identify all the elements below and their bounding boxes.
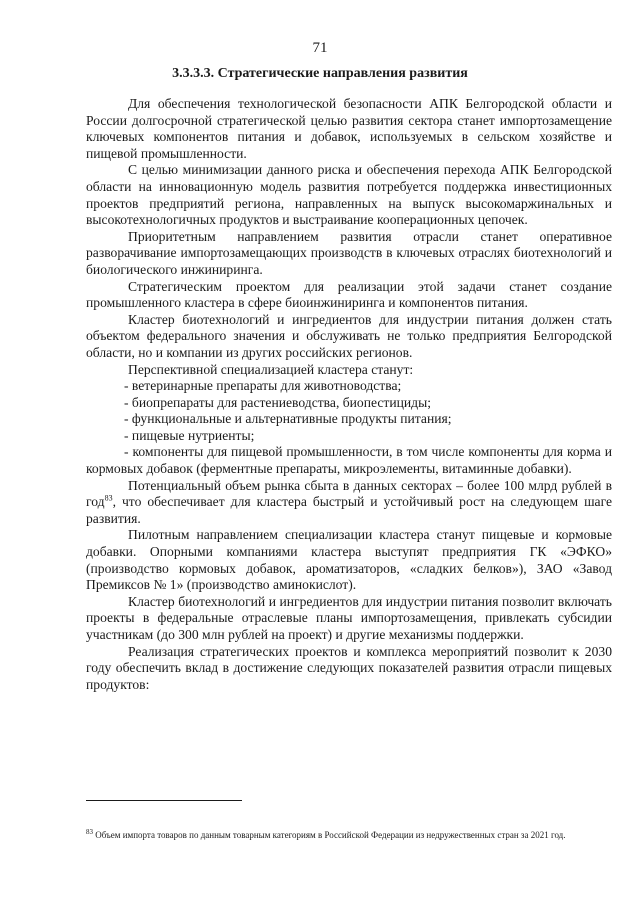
section-heading: 3.3.3.3. Стратегические направления развития [172, 66, 468, 81]
paragraph: Пилотным направлением специализации кластера станут пищевые и кормовые добавки. Опорными компаниями кластера выступят предприятия ГК «ЭФКО» (производство кормовых добавок, ароматизаторов, «сладких белков»), ЗАО «Завод Премиксов № 1» (производство аминокислот). [86, 527, 612, 593]
list-item: - ветеринарные препараты для животноводства; [124, 378, 402, 394]
paragraph: Кластер биотехнологий и ингредиентов для индустрии питания позволит включать проекты в федеральные отраслевые планы импортозамещения, привлекать субсидии участникам (до 300 млн рублей на проект) и другие механизмы поддержки. [86, 593, 612, 642]
market-paragraph [86, 478, 612, 528]
list-item: - функциональные и альтернативные продукты питания; [124, 411, 452, 427]
page-number: 71 [312, 40, 328, 56]
list-item: - компоненты для пищевой промышленности, в том числе компоненты для корма и кормовых добавок (ферментные препараты, микроэлементы, витаминные добавки). [86, 444, 612, 477]
paragraph: Реализация стратегических проектов и комплекса мероприятий позволит к 2030 году обеспечить вклад в достижение следующих показателей развития отрасли пищевых продуктов: [86, 643, 612, 692]
paragraph: Перспективной специализацией кластера станут: [128, 361, 414, 377]
footnote-number: 83 [86, 828, 93, 836]
list-item: - биопрепараты для растениеводства, биопестициды; [124, 394, 432, 410]
paragraph: Кластер биотехнологий и ингредиентов для индустрии питания должен стать объектом федерального значения и обслуживать не только предприятия Белгородской области, но и компании из других российских регионов. [86, 311, 612, 360]
footnote-reference: 83 [104, 493, 113, 503]
body-text [86, 96, 612, 693]
footnote-text: Объем импорта товаров по данным товарным категориям в Российской Федерации из недружественных стран за 2021 год. [95, 830, 566, 840]
paragraph: Для обеспечения технологической безопасности АПК Белгородской области и России долгосрочной стратегической целью развития сектора станет импортозамещение ключевых компонентов питания и добавок, используемых в сельском хозяйстве и пищевой промышленности. [86, 96, 612, 161]
footnote-divider [86, 800, 242, 801]
list-item: - пищевые нутриенты; [124, 427, 255, 443]
paragraph: Приоритетным направлением развития отрасли станет оперативное разворачивание импортозамещающих производств в ключевых отраслях биотехнологий и биологического инжиниринга. [86, 228, 612, 277]
paragraph: С целью минимизации данного риска и обеспечения перехода АПК Белгородской области на инновационную модель развития потребуется поддержка инвестиционных проектов предприятий региона, направленных на выпуск высокомаржинальных и высокотехнологичных продуктов и выстраивание кооперационных цепочек. [86, 162, 612, 228]
footnote [86, 829, 612, 842]
paragraph: Стратегическим проектом для реализации этой задачи станет создание промышленного кластера в сфере биоинжиниринга и компонентов питания. [86, 278, 612, 311]
market-text-after: , что обеспечивает для кластера быстрый и устойчивый рост на следующем шаге развития. [86, 494, 612, 526]
market-text-before: Потенциальный объем рынка сбыта в данных секторах – более 100 млрд рублей в год [86, 477, 612, 510]
